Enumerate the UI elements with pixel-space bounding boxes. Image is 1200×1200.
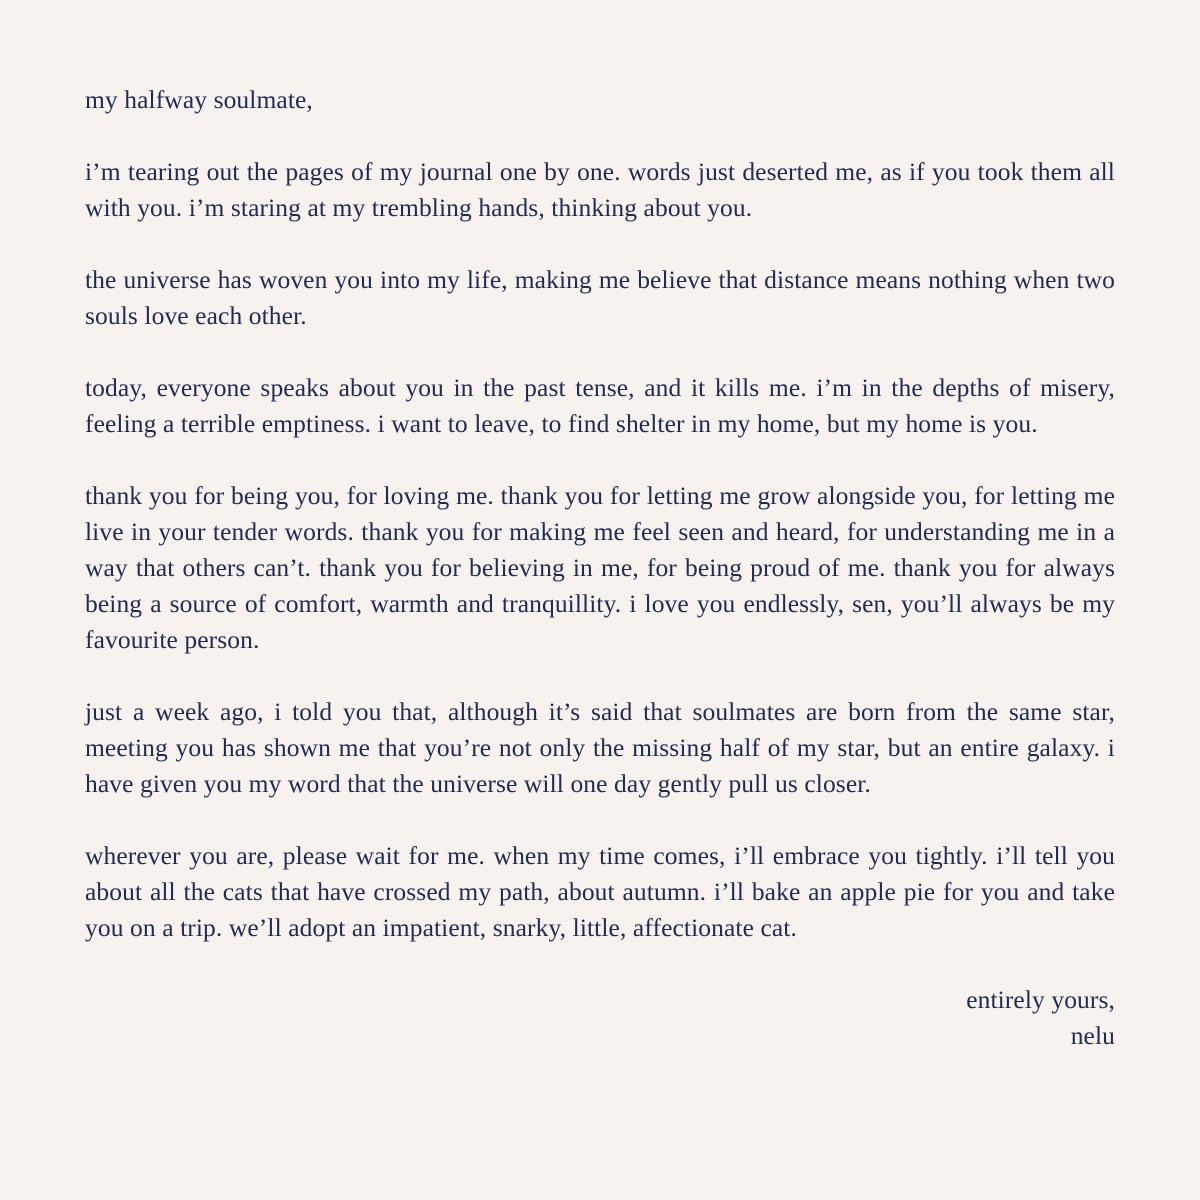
letter-paragraph-6: wherever you are, please wait for me. when my time comes, i’ll embrace you tightly. i’ll tell you about all the cats that have crossed my path, about autumn. i’ll bake an apple pie for you and take you on a trip. we’ll adopt an impatient, snarky, little, affectionate cat. bbox=[85, 841, 1115, 942]
letter-paragraph-1: i’m tearing out the pages of my journal one by one. words just deserted me, as if you took them all with you. i’m staring at my trembling hands, thinking about you. bbox=[85, 157, 1115, 222]
letter-signature: nelu bbox=[1070, 1021, 1115, 1050]
letter-paragraph-4: thank you for being you, for loving me. thank you for letting me grow alongside you, for letting me live in your tender words. thank you for making me feel seen and heard, for understanding me in a way that others can’t. thank you for believing in me, for being proud of me. thank you for always being a source of comfort, warmth and tranquillity. i love you endlessly, sen, you’ll always be my favourite person. bbox=[85, 481, 1115, 654]
letter-body bbox=[85, 82, 1115, 1054]
letter-closing: entirely yours, bbox=[966, 985, 1115, 1014]
letter-paragraph-5: just a week ago, i told you that, although it’s said that soulmates are born from the same star, meeting you has shown me that you’re not only the missing half of my star, but an entire galaxy. i have given you my word that the universe will one day gently pull us closer. bbox=[85, 697, 1115, 798]
letter-paragraph-2: the universe has woven you into my life, making me believe that distance means nothing when two souls love each other. bbox=[85, 265, 1115, 330]
letter-paragraph-3: today, everyone speaks about you in the past tense, and it kills me. i’m in the depths of misery, feeling a terrible emptiness. i want to leave, to find shelter in my home, but my home is you. bbox=[85, 373, 1115, 438]
letter-signoff bbox=[85, 982, 1115, 1054]
letter-greeting: my halfway soulmate, bbox=[85, 85, 313, 114]
